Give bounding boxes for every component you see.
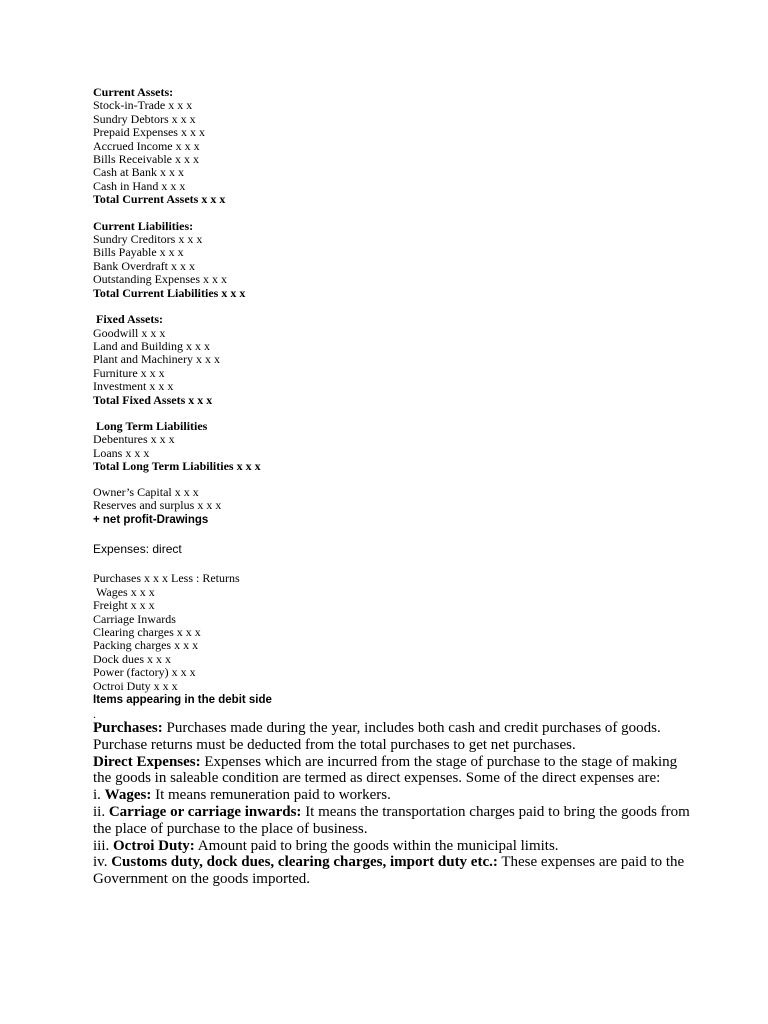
list-item: Prepaid Expenses x x x [93, 125, 205, 140]
list-item: Sundry Debtors x x x [93, 111, 196, 126]
current-liabilities-section [93, 220, 693, 300]
owners-capital: Owner’s Capital x x x [93, 484, 199, 499]
fixed-assets-heading: Fixed Assets: [96, 312, 163, 327]
expenses-heading: Expenses: direct [93, 542, 182, 557]
current-assets-heading: Current Assets: [93, 85, 174, 99]
list-item: Plant and Machinery x x x [93, 352, 220, 367]
list-item: Land and Building x x x [93, 338, 210, 353]
list-item: Accrued Income x x x [93, 138, 200, 153]
list-item: Octroi Duty x x x [93, 678, 178, 693]
direct-expenses-label: Direct Expenses: [93, 753, 201, 770]
list-item: iv. Customs duty, dock dues, clearing charges, import duty etc.: These expenses are paid to the Government on the goods imported. [93, 854, 685, 888]
list-item: Freight x x x [93, 598, 155, 613]
list-item: Bills Payable x x x [93, 245, 184, 260]
long-term-liabilities-section [93, 420, 693, 474]
list-item: Wages x x x [96, 584, 155, 599]
list-item: Clearing charges x x x [93, 625, 201, 639]
list-item: Sundry Creditors x x x [93, 232, 203, 247]
document-page [93, 86, 693, 888]
purchases-text: Purchases made during the year, includes both cash and credit purchases of goods. Purchase returns must be deducted from the total purchases to get net purchases. [93, 720, 661, 753]
current-liabilities-total: Total Current Liabilities x x x [93, 285, 246, 300]
list-item: Debentures x x x [93, 432, 175, 447]
direct-expenses-paragraph [93, 754, 693, 788]
list-item: iii. Octroi Duty: Amount paid to bring the goods within the municipal limits. [93, 837, 559, 854]
list-item: i. Wages: It means remuneration paid to workers. [93, 787, 391, 804]
direct-expenses-text: Expenses which are incurred from the stage of purchase to the stage of making the goods in saleable condition are termed as direct expenses. Some of the direct expenses are: [93, 753, 678, 787]
expenses-section [93, 572, 693, 693]
reserves-surplus: Reserves and surplus x x x [93, 497, 222, 512]
list-item: Outstanding Expenses x x x [93, 272, 227, 287]
debit-side-body [93, 720, 693, 888]
list-item: ii. Carriage or carriage inwards: It means the transportation charges paid to bring the goods from the place of purchase to the place of business. [93, 804, 690, 837]
list-item: Cash in Hand x x x [93, 178, 186, 193]
list-item: Furniture x x x [93, 365, 165, 380]
long-term-liabilities-heading: Long Term Liabilities [96, 418, 208, 433]
list-item: Packing charges x x x [93, 638, 199, 653]
list-item: Goodwill x x x [93, 325, 166, 340]
purchases-paragraph [93, 720, 693, 754]
fixed-assets-section [93, 313, 693, 407]
list-item: Stock-in-Trade x x x [93, 98, 193, 113]
purchases-label: Purchases: [93, 720, 163, 737]
list-item: Carriage Inwards [93, 611, 176, 626]
list-item: Bills Receivable x x x [93, 152, 199, 167]
list-item: Purchases x x x Less : Returns [93, 571, 240, 586]
current-assets-section [93, 86, 693, 207]
list-item: Cash at Bank x x x [93, 165, 184, 180]
list-item: Investment x x x [93, 379, 174, 394]
fixed-assets-total: Total Fixed Assets x x x [93, 392, 213, 407]
list-item: Power (factory) x x x [93, 665, 196, 680]
list-item: Bank Overdraft x x x [93, 258, 195, 273]
capital-section [93, 486, 693, 529]
list-item: Dock dues x x x [93, 651, 171, 666]
long-term-liabilities-total: Total Long Term Liabilities x x x [93, 459, 261, 474]
debit-side-heading: Items appearing in the debit side [93, 694, 272, 707]
current-assets-total: Total Current Assets x x x [93, 192, 226, 207]
net-profit-drawings: + net profit-Drawings [93, 514, 209, 527]
dot: . [93, 707, 96, 722]
current-liabilities-heading: Current Liabilities: [93, 218, 194, 233]
list-item: Loans x x x [93, 445, 150, 460]
